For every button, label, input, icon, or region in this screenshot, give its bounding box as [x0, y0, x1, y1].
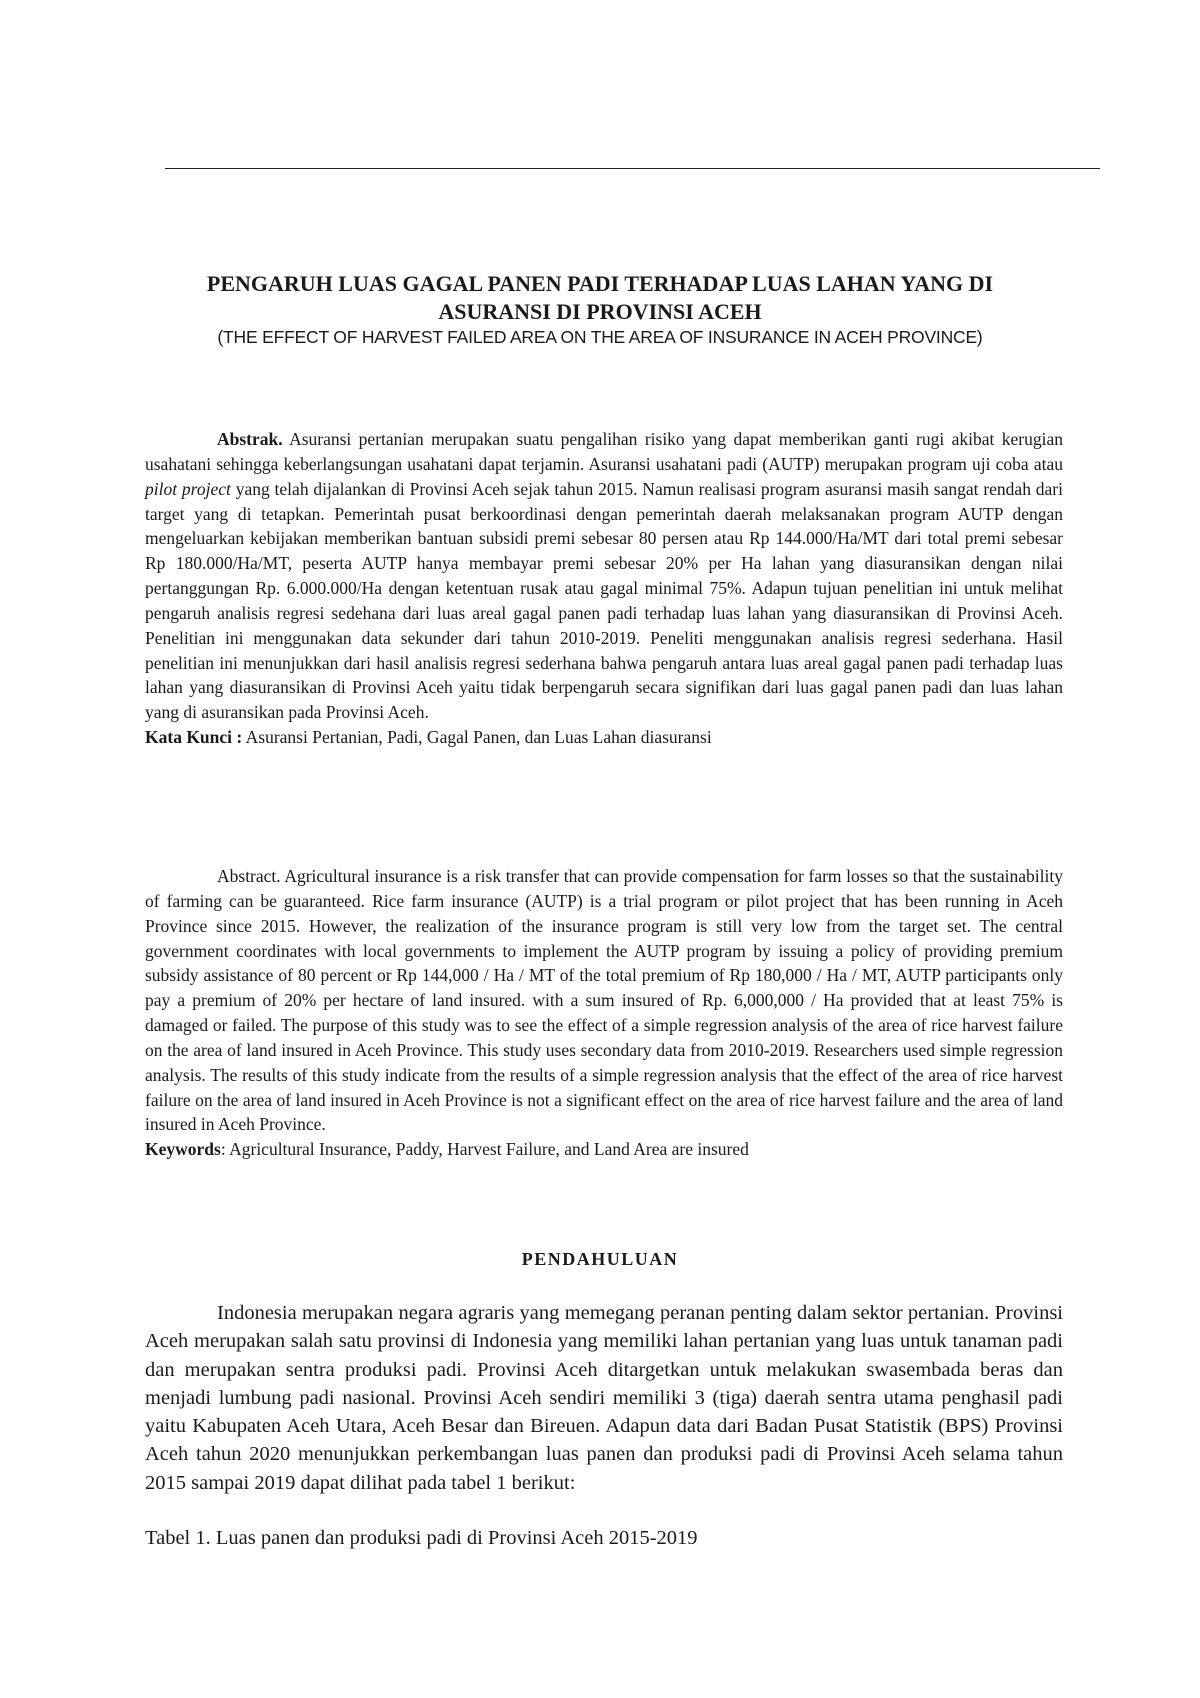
english-title: (THE EFFECT OF HARVEST FAILED AREA ON THE AREA OF INSURANCE IN ACEH PROVINCE)	[217, 327, 983, 347]
abstract-id-text-b: yang telah dijalankan di Provinsi Aceh sejak tahun 2015. Namun realisasi program asuransi masih sangat rendah dari target yang di tetapkan. Pemerintah pusat berkoordinasi dengan pemerintah daerah melaksanakan program AUTP dengan mengeluarkan kebijakan memberikan bantuan subsidi premi sebesar 80 persen atau Rp 144.000/Ha/MT dari total premi sebesar Rp 180.000/Ha/MT, peserta AUTP hanya membayar premi sebesar 20% per Ha lahan yang diasuransikan dengan nilai pertanggungan Rp. 6.000.000/Ha dengan ketentuan rusak atau gagal minimal 75%. Adapun tujuan penelitian ini untuk melihat pengaruh analisis regresi sedehana dari luas areal gagal panen padi terhadap luas lahan yang diasuransikan di Provinsi Aceh. Penelitian ini menggunakan data sekunder dari tahun 2010-2019. Peneliti menggunakan analisis regresi sederhana. Hasil penelitian ini menunjukkan dari hasil analisis regresi sederhana bahwa pengaruh antara luas areal gagal panen padi terhadap luas lahan yang diasuransikan di Provinsi Aceh yaitu tidak berpengaruh secara signifikan dari luas gagal panen padi dan luas lahan yang di asuransikan pada Provinsi Aceh.	[145, 478, 1063, 723]
table-caption: Tabel 1. Luas panen dan produksi padi di Provinsi Aceh 2015-2019	[145, 1527, 698, 1549]
introduction	[145, 1299, 1063, 1497]
abstract-id-text-a: Asuransi pertanian merupakan suatu pengalihan risiko yang dapat memberikan ganti rugi akibat kerugian usahatani sehingga keberlangsungan usahatani dapat terjamin. Asuransi usahatani padi (AUTP) merupakan program uji coba atau	[145, 429, 1063, 474]
abstract-id-italic: pilot project	[145, 478, 231, 499]
keywords-id-text: Asuransi Pertanian, Padi, Gagal Panen, dan Luas Lahan diasuransi	[242, 727, 712, 748]
abstract-english	[145, 864, 1063, 1162]
section-heading: PENDAHULUAN	[521, 1249, 679, 1269]
keywords-en-label: Keywords	[145, 1139, 221, 1160]
abstract-en-keywords	[145, 1137, 1063, 1162]
title-line-2: ASURANSI DI PROVINSI ACEH	[438, 299, 762, 324]
introduction-paragraph: Indonesia merupakan negara agraris yang memegang peranan penting dalam sektor pertanian. Provinsi Aceh merupakan salah satu provinsi di Indonesia yang memiliki lahan pertanian yang luas untuk tanaman padi dan merupakan sentra produksi padi. Provinsi Aceh ditargetkan untuk melakukan swasembada beras dan menjadi lumbung padi nasional. Provinsi Aceh sendiri memiliki 3 (tiga) daerah sentra utama penghasil padi yaitu Kabupaten Aceh Utara, Aceh Besar dan Bireuen. Adapun data dari Badan Pusat Statistik (BPS) Provinsi Aceh tahun 2020 menunjukkan perkembangan luas panen dan produksi padi di Provinsi Aceh selama tahun 2015 sampai 2019 dapat dilihat pada tabel 1 berikut:	[145, 1302, 1063, 1494]
abstract-id-paragraph	[145, 427, 1063, 725]
abstract-indonesian	[145, 427, 1063, 750]
keywords-en-text: : Agricultural Insurance, Paddy, Harvest Failure, and Land Area are insured	[220, 1139, 749, 1160]
header-rule-middle	[255, 168, 695, 169]
title-line-1: PENGARUH LUAS GAGAL PANEN PADI TERHADAP LUAS LAHAN YANG DI	[206, 271, 994, 296]
abstract-id-keywords	[145, 725, 1063, 750]
abstract-id-label: Abstrak.	[217, 429, 283, 449]
header-rule-right	[695, 168, 1100, 169]
abstract-en-paragraph: Abstract. Agricultural insurance is a risk transfer that can provide compensation for farm losses so that the sustainability of farming can be guaranteed. Rice farm insurance (AUTP) is a trial program or pilot project that has been running in Aceh Province since 2015. However, the realization of the insurance program is still very low from the target set. The central government coordinates with local governments to implement the AUTP program by issuing a policy of providing premium subsidy assistance of 80 percent or Rp 144,000 / Ha / MT of the total premium of Rp 180,000 / Ha / MT, AUTP participants only pay a premium of 20% per hectare of land insured. with a sum insured of Rp. 6,000,000 / Ha provided that at least 75% is damaged or failed. The purpose of this study was to see the effect of a simple regression analysis of the area of rice harvest failure on the area of land insured in Aceh Province. This study uses secondary data from 2010-2019. Researchers used simple regression analysis. The results of this study indicate from the results of a simple regression analysis that the effect of the area of rice harvest failure on the area of land insured in Aceh Province is not a significant effect on the area of rice harvest failure and the area of land insured in Aceh Province.	[145, 866, 1063, 1135]
paper-title	[100, 270, 1100, 326]
keywords-id-label: Kata Kunci :	[145, 727, 243, 748]
header-rule-left	[165, 168, 255, 169]
